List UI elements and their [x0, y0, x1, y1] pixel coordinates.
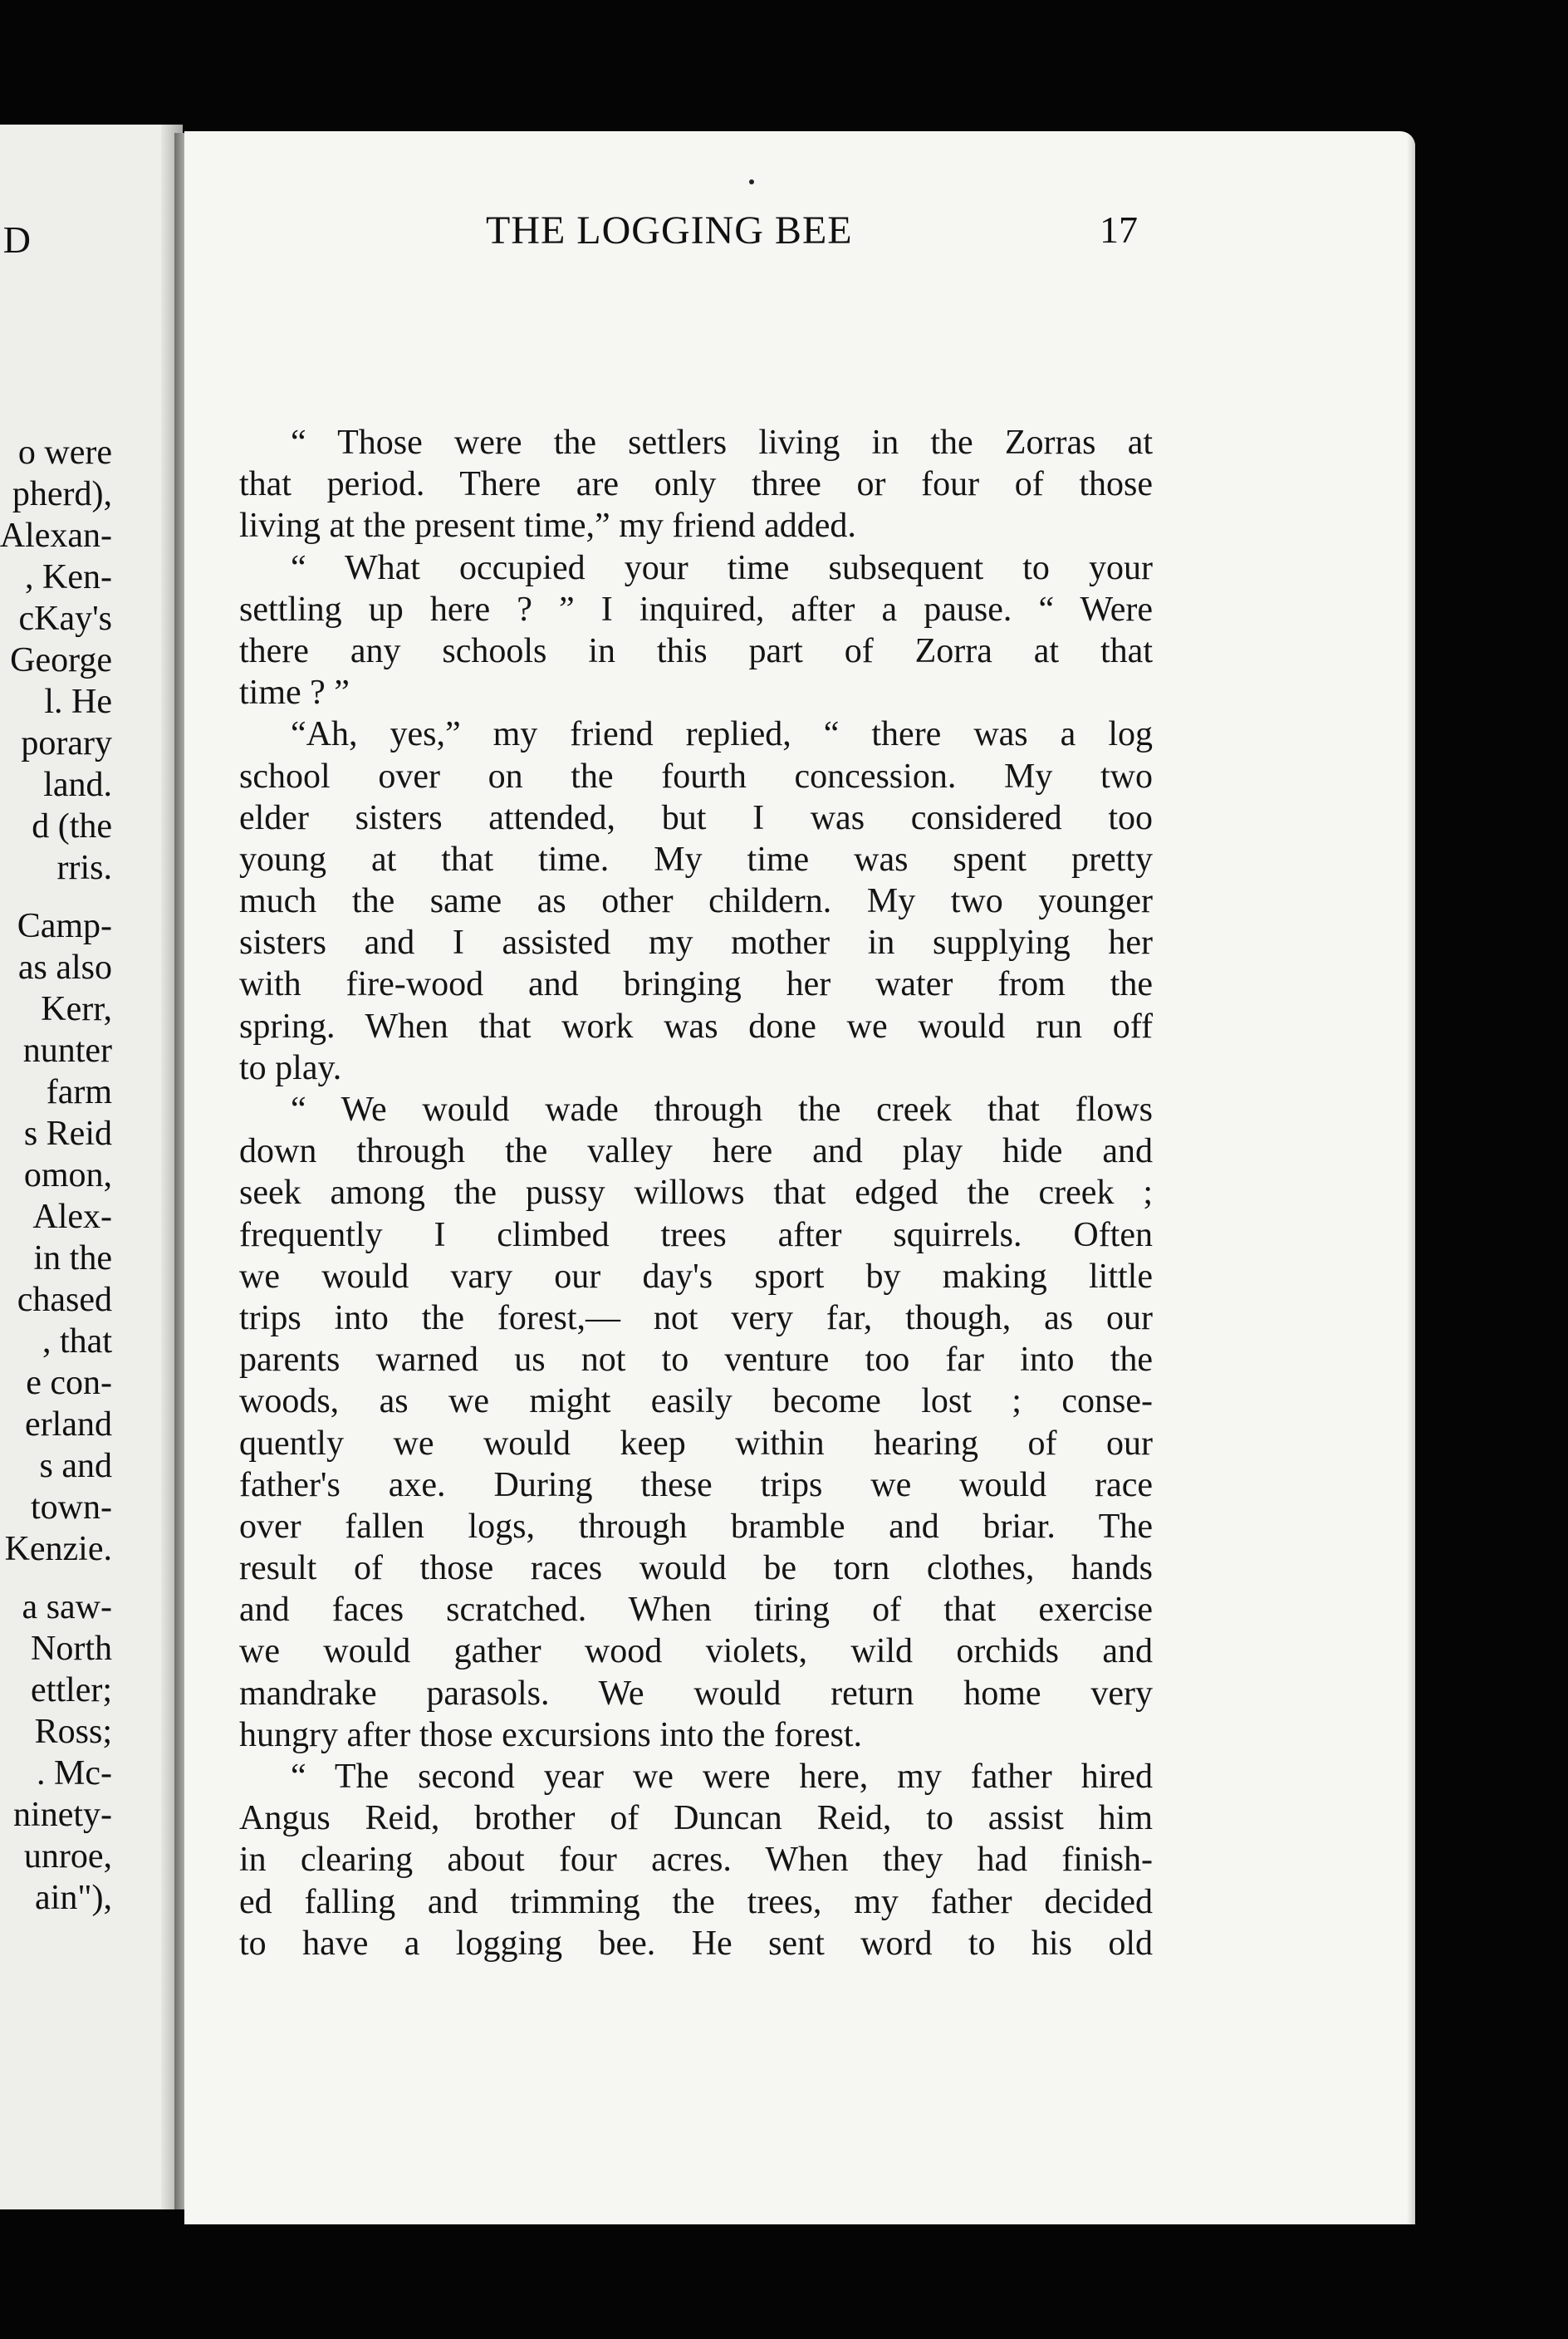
left-page-line: erland	[25, 1405, 112, 1444]
left-page-line: , that	[42, 1322, 112, 1361]
left-page-line: Ross;	[34, 1713, 112, 1751]
left-page-line: in the	[33, 1239, 112, 1277]
left-page-line: porary	[21, 724, 112, 763]
text-line: ed falling and trimming the trees, my father decided	[239, 1882, 1153, 1921]
text-line: sisters and I assisted my mother in supplying her	[239, 924, 1153, 963]
text-line: parents warned us not to venture too far into the	[239, 1341, 1153, 1380]
left-page-line: rris.	[56, 849, 112, 887]
page-number: 17	[1100, 208, 1138, 251]
left-page-line: as also	[17, 949, 112, 987]
left-page-line: Kerr,	[41, 990, 112, 1028]
left-page-line: s and	[39, 1447, 112, 1485]
text-line: frequently I climbed trees after squirrels. Often	[239, 1215, 1153, 1254]
left-page-line: farm	[46, 1073, 112, 1111]
left-page-header-fragment: D	[2, 218, 32, 261]
left-page-line: land.	[43, 766, 112, 804]
text-line: school over on the fourth concession. My two	[239, 757, 1153, 796]
text-line: result of those races would be torn clothes, hands	[239, 1549, 1153, 1588]
text-line: to have a logging bee. He sent word to his old	[239, 1924, 1153, 1963]
left-page-line: e con-	[26, 1364, 112, 1402]
text-line: down through the valley here and play hide and	[239, 1132, 1153, 1171]
text-line: there any schools in this part of Zorra at that	[239, 631, 1153, 670]
text-line: quently we would keep within hearing of our	[239, 1424, 1153, 1463]
left-page-line: Alex-	[32, 1198, 112, 1236]
left-page-line: s Reid	[23, 1115, 112, 1153]
left-page-line: . Mc-	[37, 1754, 112, 1792]
left-page-line: omon,	[23, 1156, 112, 1194]
text-line: trips into the forest,— not very far, though, as our	[239, 1298, 1153, 1337]
page-speck	[749, 179, 754, 184]
text-line: to play.	[239, 1048, 342, 1087]
text-line: “ What occupied your time subsequent to your	[291, 548, 1153, 587]
left-page-line: pherd),	[12, 475, 112, 513]
text-line: “ Those were the settlers living in the Zorras at	[291, 424, 1153, 462]
text-line: settling up here ? ” I inquired, after a pause. “ Were	[239, 590, 1153, 629]
left-page-line: Camp-	[17, 907, 112, 945]
left-page-line: North	[31, 1630, 112, 1668]
text-line: time ? ”	[239, 674, 350, 713]
text-line: over fallen logs, through bramble and briar. The	[239, 1507, 1153, 1546]
left-page-line: chased	[17, 1281, 112, 1319]
text-line: “ The second year we were here, my father hired	[291, 1758, 1153, 1796]
left-page-line: a saw-	[22, 1588, 112, 1626]
text-line: we would gather wood violets, wild orchids and	[239, 1632, 1153, 1671]
left-page-line: , Ken-	[25, 558, 112, 596]
running-head	[299, 208, 1138, 257]
left-page-line: ninety-	[13, 1796, 112, 1834]
left-page-line: cKay's	[18, 600, 112, 638]
text-line: spring. When that work was done we would run off	[239, 1007, 1153, 1046]
left-page-line: l. He	[44, 683, 112, 721]
left-page-line: ain"),	[35, 1879, 112, 1917]
text-line: in clearing about four acres. When they had finish-	[239, 1841, 1153, 1880]
text-line: much the same as other childern. My two younger	[239, 882, 1153, 921]
left-page-line: ettler;	[31, 1671, 112, 1709]
text-line: Angus Reid, brother of Duncan Reid, to assist him	[239, 1799, 1153, 1838]
left-page-line: d (the	[32, 807, 112, 846]
right-page-edge	[1407, 131, 1415, 2224]
left-page-line: town-	[31, 1488, 112, 1527]
text-line: that period. There are only three or four of those	[239, 465, 1153, 504]
left-page-line: unroe,	[23, 1837, 112, 1876]
left-page-line: o were	[17, 434, 112, 472]
text-line: and faces scratched. When tiring of that exercise	[239, 1591, 1153, 1630]
left-page-line: Kenzie.	[4, 1530, 112, 1568]
running-title: THE LOGGING BEE	[486, 208, 853, 253]
text-line: “ We would wade through the creek that flows	[291, 1091, 1153, 1129]
text-line: woods, as we might easily become lost ; conse-	[239, 1382, 1153, 1421]
text-line: living at the present time,” my friend added.	[239, 507, 856, 546]
text-line: father's axe. During these trips we would race	[239, 1465, 1153, 1504]
text-line: seek among the pussy willows that edged the creek ;	[239, 1174, 1153, 1213]
left-page-line: nunter	[22, 1032, 112, 1070]
text-line: mandrake parasols. We would return home very	[239, 1674, 1153, 1713]
body-text	[239, 422, 1153, 1964]
text-line: hungry after those excursions into the forest.	[239, 1715, 862, 1754]
text-line: with fire-wood and bringing her water from the	[239, 965, 1153, 1004]
left-page-line: Alexan-	[0, 517, 112, 555]
left-page-line: George	[10, 641, 112, 679]
text-line: young at that time. My time was spent pretty	[239, 840, 1153, 879]
text-line: elder sisters attended, but I was considered too	[239, 798, 1153, 837]
text-line: “Ah, yes,” my friend replied, “ there was a log	[291, 715, 1153, 754]
text-line: we would vary our day's sport by making little	[239, 1257, 1153, 1296]
